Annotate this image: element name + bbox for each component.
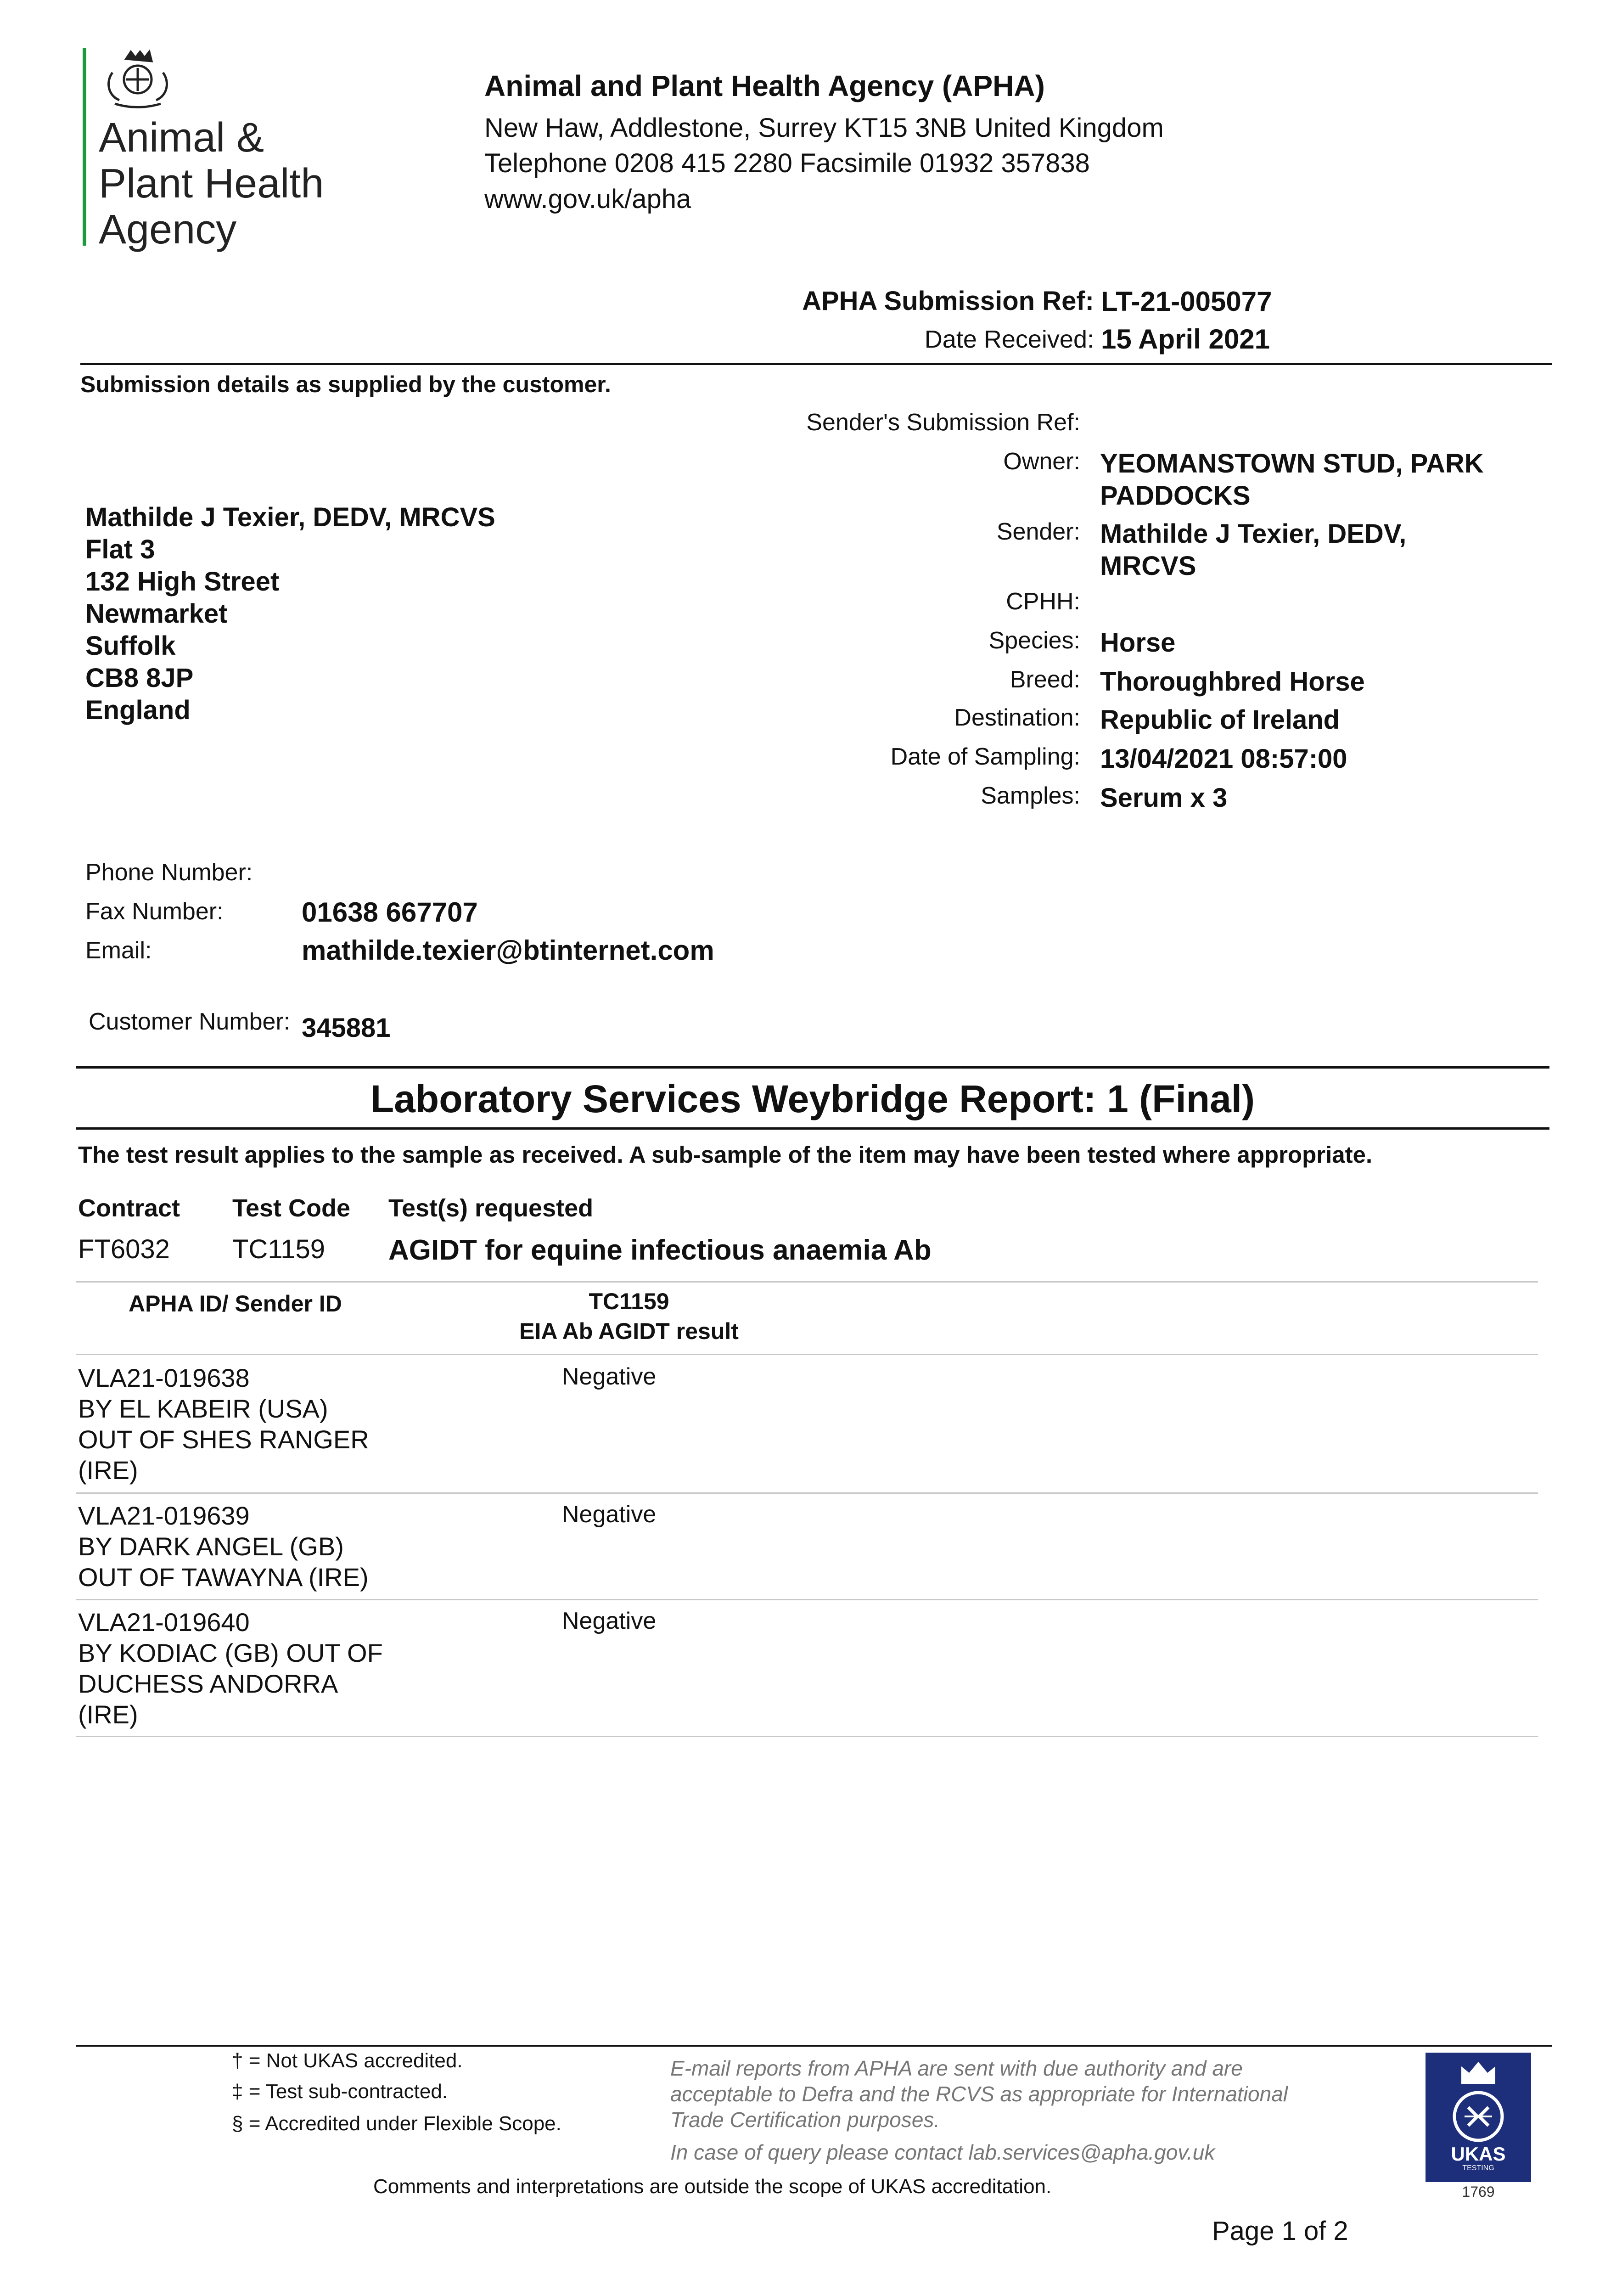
phone-label: Phone Number: (85, 859, 253, 886)
report-title: Laboratory Services Weybridge Report: 1 (Final) (370, 1077, 1255, 1120)
email-note-line3: Trade Certification purposes. (670, 2108, 940, 2132)
email-note-line2: acceptable to Defra and the RCVS as appropriate for International (670, 2082, 1288, 2106)
submission-ref-value: LT-21-005077 (1101, 286, 1272, 317)
breed-value: Thoroughbred Horse (1100, 667, 1365, 697)
address-line: Mathilde J Texier, DEDV, MRCVS (85, 502, 495, 532)
ukas-emblem-icon (1451, 2089, 1506, 2144)
key-not-ukas: † = Not UKAS accredited. (232, 2049, 463, 2072)
footer-divider (76, 2045, 1552, 2047)
submission-ref-label: APHA Submission Ref: (802, 286, 1094, 316)
table-header-rule (76, 1354, 1538, 1355)
contract-value: FT6032 (78, 1234, 170, 1264)
query-note: In case of query please contact lab.services@apha.gov.uk (670, 2140, 1215, 2164)
crown-icon (1458, 2058, 1499, 2086)
ukas-badge (1426, 2053, 1531, 2182)
key-sub-contracted: ‡ = Test sub-contracted. (232, 2080, 448, 2103)
table-bottom-rule (76, 1736, 1538, 1737)
destination-label: Destination: (954, 704, 1080, 731)
col-header-test-name: EIA Ab AGIDT result (519, 1318, 739, 1344)
sender-label: Sender: (996, 518, 1080, 545)
address-line: Flat 3 (85, 535, 155, 564)
sample-sire: BY EL KABEIR (USA) (78, 1394, 328, 1423)
sample-dam: OUT OF SHES RANGER (78, 1425, 369, 1454)
header-divider (80, 363, 1552, 365)
email-value[interactable]: mathilde.texier@btinternet.com (302, 935, 714, 966)
report-title-top-rule (76, 1066, 1549, 1069)
key-flexible-scope: § = Accredited under Flexible Scope. (232, 2112, 561, 2135)
sampling-date-value: 13/04/2021 08:57:00 (1100, 744, 1347, 774)
report-note: The test result applies to the sample as received. A sub-sample of the item may have been tested where appropriate. (78, 1142, 1373, 1168)
cphh-label: CPHH: (1006, 588, 1080, 615)
logo-line-3: Agency (99, 207, 237, 253)
agency-address: New Haw, Addlestone, Surrey KT15 3NB United Kingdom (484, 113, 1164, 143)
samples-value: Serum x 3 (1100, 783, 1228, 813)
owner-value-line2: PADDOCKS (1100, 481, 1251, 511)
date-received-label: Date Received: (924, 326, 1094, 353)
sample-id: VLA21-019640 (78, 1608, 250, 1637)
logo-line-1: Animal & (99, 115, 264, 161)
agency-website[interactable]: www.gov.uk/apha (484, 184, 691, 214)
owner-label: Owner: (1003, 448, 1080, 475)
logo-green-bar (83, 48, 86, 246)
table-row-rule (76, 1599, 1538, 1600)
sample-result: Negative (562, 1608, 657, 1634)
table-top-rule (76, 1281, 1538, 1283)
customer-number-value: 345881 (302, 1013, 391, 1043)
breed-label: Breed: (1010, 666, 1080, 693)
address-line: England (85, 695, 191, 725)
date-received-value: 15 April 2021 (1101, 324, 1270, 355)
submission-details-heading: Submission details as supplied by the customer. (80, 371, 611, 397)
report-title-bottom-rule (76, 1127, 1549, 1130)
sample-result: Negative (562, 1363, 657, 1390)
fax-value: 01638 667707 (302, 897, 478, 928)
customer-number-label: Customer Number: (89, 1008, 291, 1035)
sample-id: VLA21-019638 (78, 1363, 250, 1392)
sample-id: VLA21-019639 (78, 1501, 250, 1530)
address-line: Newmarket (85, 599, 228, 629)
col-header-apha-id: APHA ID/ Sender ID (129, 1291, 342, 1317)
email-label: Email: (85, 937, 152, 964)
sender-value-line2: MRCVS (1100, 551, 1196, 581)
species-label: Species: (988, 627, 1080, 654)
ukas-sub-label: TESTING (1462, 2164, 1494, 2172)
table-row-rule (76, 1492, 1538, 1494)
sample-origin: (IRE) (78, 1456, 138, 1485)
ukas-number: 1769 (1462, 2183, 1495, 2200)
tests-requested-header: Test(s) requested (388, 1194, 594, 1222)
sample-dam: DUCHESS ANDORRA (78, 1669, 338, 1698)
email-note-line1: E-mail reports from APHA are sent with due authority and are (670, 2056, 1243, 2080)
agency-name: Animal and Plant Health Agency (APHA) (484, 69, 1045, 102)
sampling-date-label: Date of Sampling: (890, 743, 1080, 770)
royal-crest-icon (99, 50, 177, 109)
destination-value: Republic of Ireland (1100, 705, 1340, 735)
samples-label: Samples: (981, 782, 1080, 809)
test-code-header: Test Code (232, 1194, 351, 1222)
col-header-test-code: TC1159 (589, 1289, 669, 1314)
logo-line-2: Plant Health (99, 161, 324, 207)
sample-origin: (IRE) (78, 1700, 138, 1729)
page-number: Page 1 of 2 (1212, 2216, 1348, 2246)
fax-label: Fax Number: (85, 898, 224, 925)
species-value: Horse (1100, 628, 1176, 658)
sender-value-line1: Mathilde J Texier, DEDV, (1100, 519, 1407, 549)
tests-requested-value: AGIDT for equine infectious anaemia Ab (388, 1234, 932, 1266)
address-line: 132 High Street (85, 567, 280, 597)
address-line: Suffolk (85, 631, 176, 661)
ukas-label: UKAS (1451, 2143, 1506, 2165)
sample-dam: OUT OF TAWAYNA (IRE) (78, 1563, 369, 1592)
contract-header: Contract (78, 1194, 180, 1222)
address-line: CB8 8JP (85, 663, 194, 693)
test-code-value: TC1159 (232, 1234, 326, 1264)
sample-sire: BY KODIAC (GB) OUT OF (78, 1638, 383, 1667)
sender-ref-label: Sender's Submission Ref: (806, 409, 1080, 436)
ukas-comments: Comments and interpretations are outside the scope of UKAS accreditation. (373, 2175, 1052, 2198)
sample-sire: BY DARK ANGEL (GB) (78, 1532, 344, 1561)
sample-result: Negative (562, 1501, 657, 1528)
owner-value-line1: YEOMANSTOWN STUD, PARK (1100, 449, 1484, 478)
agency-phone: Telephone 0208 415 2280 Facsimile 01932 357838 (484, 148, 1090, 178)
